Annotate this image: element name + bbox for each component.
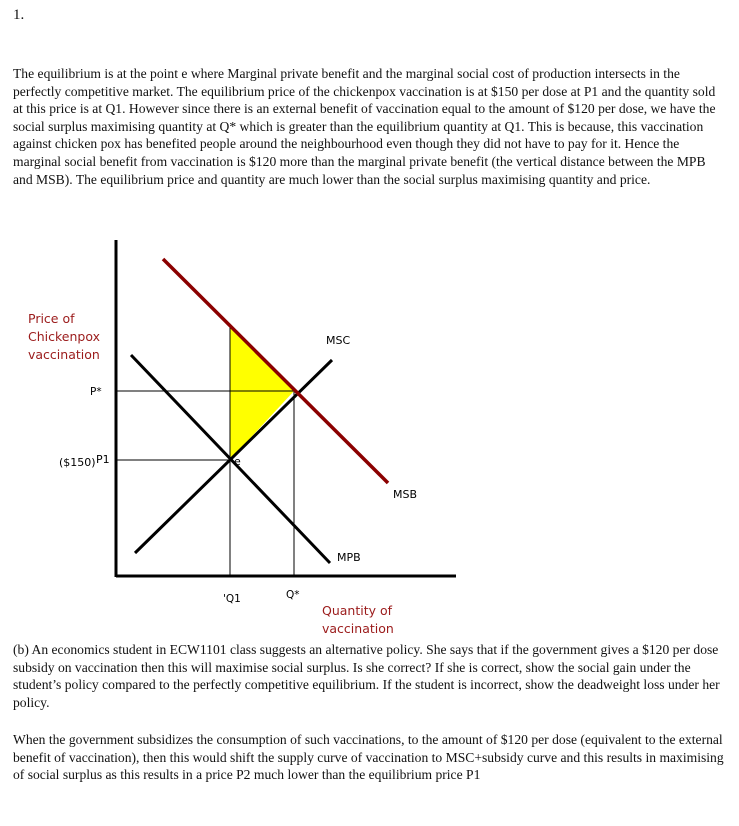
question-number: 1. — [13, 7, 25, 23]
answer-paragraph-b: When the government subsidizes the consumption of such vaccinations, to the amount of $120 per dose (equivalent to the external benefit of vaccination), then this would shift the supply curve of vaccination to MSC+subsidy curve and this results in maximising of social surplus as this results in a price P2 much lower than the equilibrium price P1 — [13, 732, 724, 783]
shaded-welfare-triangle — [230, 327, 294, 460]
question-b-paragraph: (b) An economics student in ECW1101 class suggests an alternative policy. She says that if the government gives a $120 per dose subsidy on vaccination then this will maximise social surplus. Is she correct? If she is correct, show the social gain under the student’s policy compared to the perfectly competitive equilibrium. If the student is incorrect, show the deadweight loss under her policy. — [13, 642, 720, 710]
p1-label: P1 — [96, 453, 110, 466]
x-axis-label-line-1: Quantity of — [322, 603, 393, 618]
y-axis-label-line-2: Chickenpox — [28, 329, 100, 344]
msc-label: MSC — [326, 334, 351, 347]
answer-paragraph-a: The equilibrium is at the point e where Marginal private benefit and the marginal social cost of production intersects in the perfectly competitive market. The equilibrium price of the chickenpox vaccination is at $150 per dose at P1 and the quantity sold at this price is at Q1. However since there is an external benefit of vaccination equal to the amount of $120 per dose, we have the social surplus maximising quantity at Q* which is greater than the equilibrium quantity at Q1. This is because, this vaccination against chicken pox has benefited people around the neighbourhood even though they did not have to pay for it. Hence the marginal social benefit from vaccination is $120 more than the marginal private benefit (the vertical distance between the MPB and MSB). The equilibrium price and quantity are much lower than the social surplus maximising quantity and price. — [13, 66, 716, 187]
p1-value-label: ($150) — [59, 456, 96, 469]
p-star-label: P* — [90, 386, 102, 398]
vaccination-market-graph — [0, 230, 739, 642]
svg-text:Price of Chickenpox va — [28, 311, 104, 362]
y-axis-label-line-3: vaccination — [28, 347, 100, 362]
point-e-label: e — [234, 455, 241, 468]
msb-curve — [163, 259, 388, 483]
mpb-label: MPB — [337, 551, 361, 564]
y-axis-label-line-1: Price of — [28, 311, 75, 326]
q-star-label: Q* — [286, 589, 300, 601]
msb-label: MSB — [393, 488, 418, 501]
svg-text:Quantity of vaccination — [322, 603, 396, 636]
q1-label: 'Q1 — [223, 593, 241, 605]
x-axis-label-line-2: vaccination — [322, 621, 394, 636]
